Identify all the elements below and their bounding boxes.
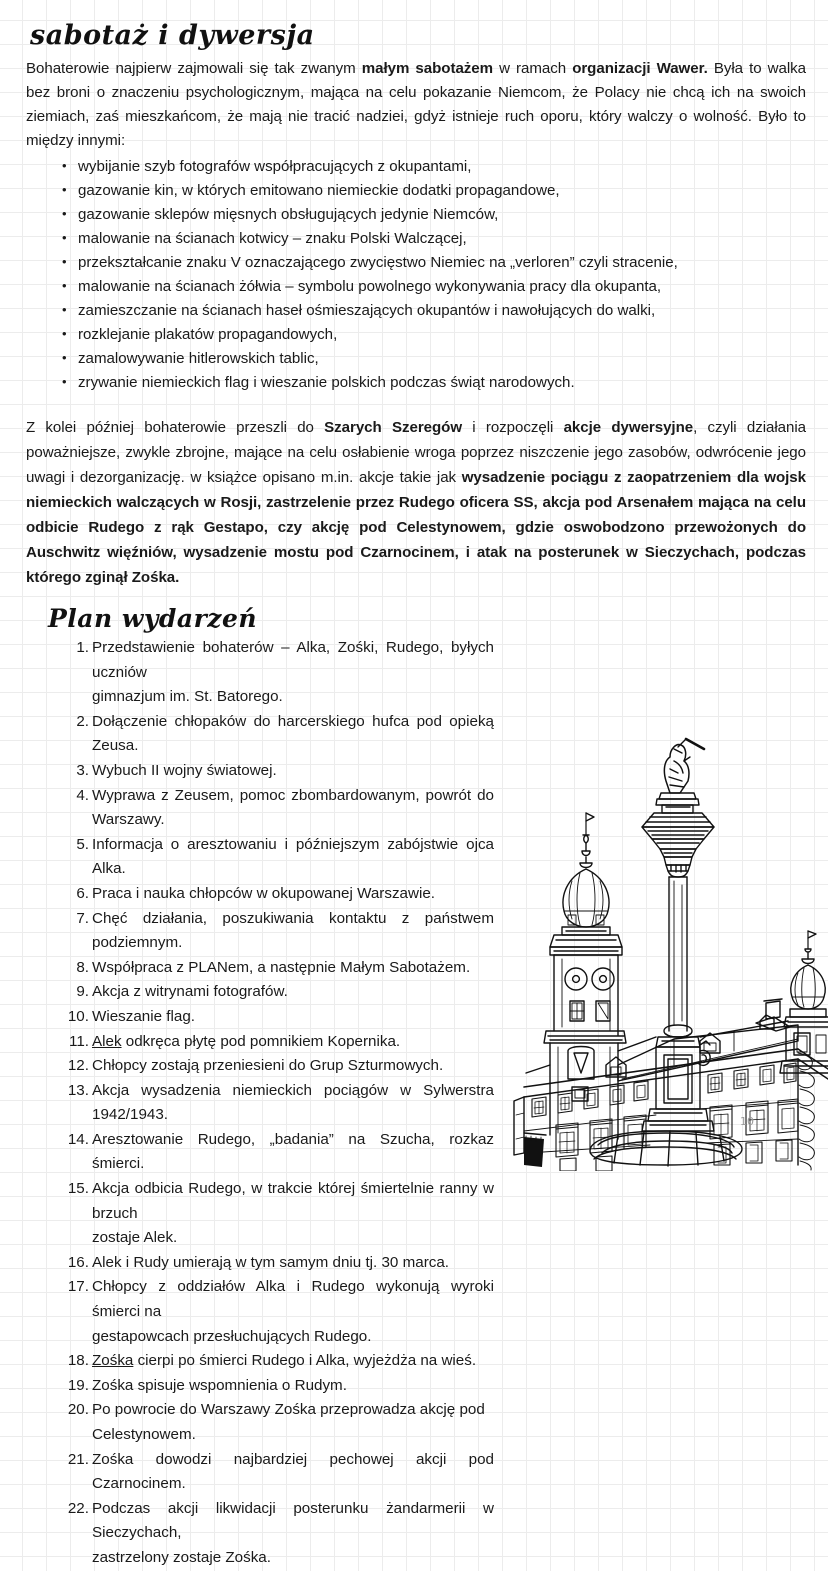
- list-item: [26, 1030, 806, 1055]
- list-item: [26, 1374, 806, 1399]
- item-text: Wyprawa z Zeusem, pomoc zbombardowanym, powrót do Warszawy.: [92, 786, 494, 829]
- list-item: [26, 1398, 806, 1447]
- list-item: [26, 1349, 806, 1374]
- intro-part-4: Była to walka bez broni o znaczeniu psychologicznym, mająca na celu pokazanie Niemcom, że Polacy nie chcą ich na swoich ziemiach, zaś mieszkańcom, że mają nie tracić nadziei, gdyż istnieje ruch oporu, który walczy o wolność. Było to między innymi:: [26, 60, 807, 149]
- item-text: Po powrocie do Warszawy Zośka przeprowadza akcję pod: [92, 1401, 485, 1419]
- intro-part-2: w ramach: [493, 60, 573, 77]
- item-underlined-name: Alek: [92, 1032, 122, 1050]
- svg-text:10: 10: [740, 1115, 754, 1128]
- list-item: [26, 833, 806, 882]
- list-item: • malowanie na ścianach żółwia – symbolu powolnego wykonywania pracy dla okupanta,: [62, 275, 806, 299]
- list-item: [26, 636, 806, 710]
- item-text: Akcja wysadzenia niemieckich pociągów w Sylwerstra 1942/1943.: [92, 1081, 494, 1124]
- list-item: [26, 1128, 806, 1177]
- item-text-wrap: zostaje Alek.: [92, 1229, 178, 1247]
- page-title-plan: Plan wydarzeń: [48, 604, 258, 633]
- intro-part-3: organizacji Wawer.: [572, 60, 708, 77]
- item-text: Akcja z witrynami fotografów.: [92, 983, 288, 1001]
- list-item: [26, 882, 806, 907]
- list-item: [26, 1251, 806, 1276]
- item-underlined-name: Zośka: [92, 1352, 134, 1370]
- par2-part-0: Z kolei później bohaterowie przeszli do: [26, 419, 325, 436]
- list-item: [26, 1005, 806, 1030]
- par2-part-2: i rozpoczęli: [462, 419, 564, 436]
- list-item: • zamieszczanie na ścianach haseł ośmieszających okupantów i nawołujących do walki,: [62, 299, 806, 323]
- intro-part-1: małym sabotażem: [361, 60, 493, 77]
- list-item: • wybijanie szyb fotografów współpracujących z okupantami,: [62, 155, 806, 179]
- list-item: [26, 759, 806, 784]
- par2-part-5: wysadzenie pociągu z zaopatrzeniem dla wojsk niemieckich walczących w Rosji, zastrzelenie przez Rudego oficera SS, akcja pod Arsenałem mająca na celu odbicie Rudego z rąk Gestapo, czy akcję pod Celestynowem, gdzie oswobodzono przewożonych do Auschwitz więźniów, wysadzenie mostu pod Czarnocinem, i atak na posterunek w Sieczychach, podczas którego zginął Zośka.: [26, 469, 806, 586]
- item-text-wrap: gimnazjum im. St. Batorego.: [92, 688, 283, 706]
- list-item: [26, 1079, 806, 1128]
- item-text: Współpraca z PLANem, a następnie Małym Sabotażem.: [92, 958, 471, 976]
- intro-part-0: Bohaterowie najpierw zajmowali się tak zwanym: [26, 60, 362, 77]
- plan-of-events-list: [26, 636, 806, 1571]
- list-item: • przekształcanie znaku V oznaczającego zwycięstwo Niemiec na „verloren” czyli stracenie,: [62, 251, 806, 275]
- list-item: • rozklejanie plakatów propagandowych,: [62, 323, 806, 347]
- item-text: cierpi po śmierci Rudego i Alka, wyjeżdża na wieś.: [133, 1352, 477, 1370]
- par2-part-3: akcje dywersyjne: [563, 419, 694, 436]
- par2-part-1: Szarych Szeregów: [324, 419, 463, 436]
- list-item: [26, 980, 806, 1005]
- list-item: [26, 710, 806, 759]
- item-text: Zośka dowodzi najbardziej pechowej akcji pod Czarnocinem.: [92, 1450, 494, 1493]
- item-text: Wybuch II wojny światowej.: [92, 761, 277, 779]
- item-text: Przedstawienie bohaterów – Alka, Zośki, Rudego, byłych uczniów: [92, 639, 494, 681]
- item-text: Chłopcy z oddziałów Alka i Rudego wykonują wyroki śmierci na: [92, 1278, 494, 1321]
- item-text: Praca i nauka chłopców w okupowanej Warszawie.: [92, 884, 436, 902]
- item-text: Wieszanie flag.: [92, 1007, 195, 1025]
- item-text: Informacja o aresztowaniu i późniejszym zabójstwie ojca Alka.: [92, 835, 494, 878]
- list-item: [26, 1448, 806, 1497]
- list-item: [26, 784, 806, 833]
- list-item: [26, 1177, 806, 1251]
- item-text: Chęć działania, poszukiwania kontaktu z państwem podziemnym.: [92, 909, 494, 952]
- list-item: • zrywanie niemieckich flag i wieszanie polskich podczas świąt narodowych.: [62, 371, 806, 395]
- list-item: • malowanie na ścianach kotwicy – znaku Polski Walczącej,: [62, 227, 806, 251]
- list-item: [26, 907, 806, 956]
- item-text: odkręca płytę pod pomnikiem Kopernika.: [121, 1032, 401, 1050]
- par2-part-4: , czyli działania poważniejsze, zwykle zbrojne, mające na celu osłabienie wroga poprzez niszczenie jego zasobów, odwrócenie jego uwagi i dezorganizację. w książce opisano m.in. akcje takie jak: [26, 419, 806, 486]
- list-item: • zamalowywanie hitlerowskich tablic,: [62, 347, 806, 371]
- page-title-sabotaz: sabotaż i dywersja: [30, 20, 315, 51]
- item-text: Akcja odbicia Rudego, w trakcie której śmiertelnie ranny w brzuch: [92, 1180, 494, 1222]
- list-item: [26, 1275, 806, 1349]
- item-text-wrap: Celestynowem.: [92, 1426, 196, 1443]
- list-item: [26, 1054, 806, 1079]
- item-text-wrap: zastrzelony zostaje Zośka.: [92, 1548, 271, 1566]
- list-item: [26, 956, 806, 981]
- item-text: Chłopcy zostają przeniesieni do Grup Szturmowych.: [92, 1057, 444, 1075]
- list-item: • gazowanie kin, w których emitowano niemieckie dodatki propagandowe,: [62, 179, 806, 203]
- list-item: • gazowanie sklepów mięsnych obsługujących jedynie Niemców,: [62, 203, 806, 227]
- item-text: Zośka spisuje wspomnienia o Rudym.: [92, 1376, 347, 1394]
- item-text-wrap: gestapowcach przesłuchujących Rudego.: [92, 1327, 372, 1345]
- intro-paragraph: [26, 57, 806, 153]
- item-text: Dołączenie chłopaków do harcerskiego hufca pod opieką Zeusa.: [92, 712, 494, 755]
- item-text: Aresztowanie Rudego, „badania” na Szucha, rozkaz śmierci.: [92, 1130, 494, 1173]
- item-text: Alek i Rudy umierają w tym samym dniu tj. 30 marca.: [92, 1253, 450, 1271]
- diversion-paragraph: [26, 415, 806, 590]
- small-sabotage-list: [26, 155, 806, 395]
- item-text: Podczas akcji likwidacji posterunku żandarmerii w Sieczychach,: [92, 1499, 494, 1542]
- list-item: [26, 1497, 806, 1571]
